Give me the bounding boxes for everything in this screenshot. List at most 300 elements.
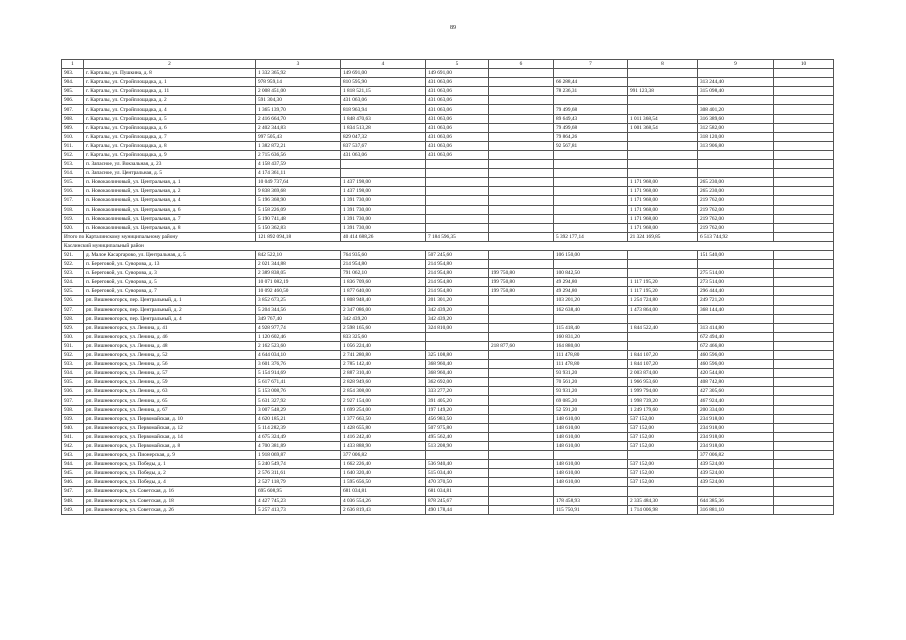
table-cell: 160 831,20 (554, 332, 628, 341)
address-cell: г. Карталы, ул. Стройплощадка, д. 2 (84, 96, 256, 105)
table-cell: 79 499,68 (554, 105, 628, 114)
row-number: 913. (62, 160, 84, 169)
table-cell: 10 049 737,64 (256, 178, 341, 187)
table-cell: 70 561,20 (554, 378, 628, 387)
table-cell (426, 332, 489, 341)
table-cell: 199 750,80 (489, 287, 554, 296)
table-cell: 470 370,50 (426, 478, 489, 487)
table-cell: 431 063,06 (341, 150, 426, 159)
table-row (62, 241, 834, 250)
table-cell: 265 230,00 (698, 187, 774, 196)
table-cell (554, 169, 628, 178)
table-cell: 1 998 739,20 (628, 396, 698, 405)
table-cell (774, 332, 834, 341)
table-cell: 342 439,20 (426, 314, 489, 323)
table-cell (774, 78, 834, 87)
table-cell: 2 741 280,80 (341, 351, 426, 360)
table-cell (698, 260, 774, 269)
table-cell: 5 153 008,76 (256, 387, 341, 396)
table-cell: 810 595,90 (341, 78, 426, 87)
address-cell: рп. Вишневогорск, ул. Первомайская, д. 8 (84, 441, 256, 450)
address-cell: рп. Вишневогорск, ул. Ленина, д. 46 (84, 332, 256, 341)
table-cell: 431 063,06 (426, 78, 489, 87)
table-cell: 5 196 368,90 (256, 196, 341, 205)
table-cell (489, 387, 554, 396)
address-cell: рп. Вишневогорск, ул. Победы, д. 1 (84, 460, 256, 469)
table-cell: 537 152,00 (628, 432, 698, 441)
row-number: 947. (62, 487, 84, 496)
table-cell: 439 524,00 (698, 478, 774, 487)
table-cell: 2 636 819,43 (341, 505, 426, 514)
table-row (62, 214, 834, 223)
table-row (62, 87, 834, 96)
table-cell (489, 232, 554, 241)
table-cell: 764 935,60 (341, 250, 426, 259)
table-cell: 681 034,81 (341, 487, 426, 496)
row-number: 923. (62, 269, 84, 278)
table-cell: 2 598 165,60 (341, 323, 426, 332)
column-header: 7 (554, 60, 628, 69)
row-number: 924. (62, 278, 84, 287)
table-cell (774, 478, 834, 487)
table-cell (554, 223, 628, 232)
table-row (62, 487, 834, 496)
table-cell: 537 152,00 (628, 460, 698, 469)
table-cell (628, 160, 698, 169)
table-cell (628, 260, 698, 269)
table-cell: 21 324 169,85 (628, 232, 698, 241)
table-cell: 1 699 254,00 (341, 405, 426, 414)
table-cell: 100 842,50 (554, 269, 628, 278)
table-cell: 833 325,60 (341, 332, 426, 341)
table-row (62, 278, 834, 287)
table-cell: 460 596,00 (698, 360, 774, 369)
row-number: 916. (62, 187, 84, 196)
table-cell (489, 314, 554, 323)
table-cell: 111 478,80 (554, 360, 628, 369)
table-cell: 5 114 282,39 (256, 423, 341, 432)
row-number: 931. (62, 341, 84, 350)
table-cell: 5 392 177,14 (554, 232, 628, 241)
table-cell (489, 414, 554, 423)
table-cell: 2 389 838,05 (256, 269, 341, 278)
table-row (62, 378, 834, 387)
table-row (62, 187, 834, 196)
table-cell: 148 610,00 (554, 441, 628, 450)
table-cell (628, 332, 698, 341)
table-row (62, 387, 834, 396)
table-cell: 1 056 224,40 (341, 341, 426, 350)
table-cell: 431 063,06 (426, 105, 489, 114)
table-cell (341, 169, 426, 178)
table-row (62, 505, 834, 514)
table-cell: 1 171 968,00 (628, 214, 698, 223)
table-cell: 2 003 874,00 (628, 369, 698, 378)
table-cell (628, 487, 698, 496)
address-cell: рп. Вишневогорск, ул. Первомайская, д. 14 (84, 432, 256, 441)
table-cell: 148 610,00 (554, 414, 628, 423)
table-cell: 431 063,06 (426, 141, 489, 150)
row-number: 905. (62, 87, 84, 96)
table-cell: 1 117 195,20 (628, 278, 698, 287)
table-cell: 2 335 484,30 (628, 496, 698, 505)
table-cell: 507 975,80 (426, 423, 489, 432)
table-cell (698, 96, 774, 105)
table-row (62, 232, 834, 241)
column-header: 8 (628, 60, 698, 69)
table-cell (774, 87, 834, 96)
table-cell: 513 208,90 (426, 441, 489, 450)
table-cell (774, 69, 834, 78)
table-cell: 199 750,80 (489, 269, 554, 278)
table-cell (628, 150, 698, 159)
table-cell: 78 236,31 (554, 87, 628, 96)
table-cell: 1 999 794,00 (628, 387, 698, 396)
table-cell: 5 154 914,69 (256, 369, 341, 378)
table-cell: 460 596,00 (698, 351, 774, 360)
table-cell: 315 098,40 (698, 87, 774, 96)
row-number: 917. (62, 196, 84, 205)
table-cell: 9 838 369,68 (256, 187, 341, 196)
table-cell: 1 249 179,60 (628, 405, 698, 414)
row-number: 939. (62, 414, 84, 423)
table-row (62, 260, 834, 269)
column-header: 1 (62, 60, 84, 69)
table-cell (426, 196, 489, 205)
table-cell: 115 750,91 (554, 505, 628, 514)
table-cell (628, 69, 698, 78)
table-cell (774, 441, 834, 450)
table-cell (774, 141, 834, 150)
table-cell: 537 152,00 (628, 469, 698, 478)
table-cell: 164 880,00 (554, 341, 628, 350)
table-cell (774, 378, 834, 387)
table-cell: 490 178,44 (426, 505, 489, 514)
table-cell: 318 120,00 (698, 132, 774, 141)
table-row (62, 478, 834, 487)
table-row (62, 287, 834, 296)
table-cell (554, 96, 628, 105)
table-cell: 313 244,40 (698, 78, 774, 87)
row-number: 904. (62, 78, 84, 87)
table-cell: 6 513 744,92 (698, 232, 774, 241)
table-cell: 92 567,81 (554, 141, 628, 150)
table-cell: 1 662 226,40 (341, 460, 426, 469)
column-header: 3 (256, 60, 341, 69)
table-cell: 467 924,40 (698, 396, 774, 405)
address-cell: п. Новокаолиновый, ул. Центральная, д. 8 (84, 223, 256, 232)
table-cell: 218 877,60 (489, 341, 554, 350)
table-cell: 1 391 730,00 (341, 205, 426, 214)
address-cell: рп. Вишневогорск, пер. Центральный, д. 4 (84, 314, 256, 323)
table-cell (774, 414, 834, 423)
table-cell: 1 171 968,00 (628, 178, 698, 187)
table-cell (489, 223, 554, 232)
table-cell (489, 105, 554, 114)
address-cell: г. Карталы, ул. Стройплощадка, д. 6 (84, 123, 256, 132)
table-cell (489, 432, 554, 441)
row-number: 918. (62, 205, 84, 214)
table-cell: 1 834 513,28 (341, 123, 426, 132)
table-row (62, 205, 834, 214)
table-cell: 1 011 368,54 (628, 114, 698, 123)
column-header: 5 (426, 60, 489, 69)
table-cell (489, 423, 554, 432)
table-cell: 200 334,00 (698, 405, 774, 414)
table-row (62, 332, 834, 341)
table-cell (628, 341, 698, 350)
address-cell: г. Карталы, ул. Стройплощадка, д. 9 (84, 150, 256, 159)
table-cell: 1 365 139,70 (256, 105, 341, 114)
table-cell (774, 351, 834, 360)
table-cell: 1 437 198,00 (341, 178, 426, 187)
row-number: 927. (62, 305, 84, 314)
table-cell: 1 877 640,00 (341, 287, 426, 296)
table-cell (554, 160, 628, 169)
table-row (62, 250, 834, 259)
table-cell: 2 715 636,56 (256, 150, 341, 159)
table-cell: 391 405,20 (426, 396, 489, 405)
table-cell (489, 114, 554, 123)
table-cell (489, 332, 554, 341)
table-cell (554, 260, 628, 269)
table-cell: 234 918,00 (698, 441, 774, 450)
address-cell: рп. Вишневогорск, ул. Ленина, д. 67 (84, 405, 256, 414)
table-cell (628, 269, 698, 278)
address-cell: п. Запасное, ул. Центральная, д. 5 (84, 169, 256, 178)
table-cell: 2 021 344,88 (256, 260, 341, 269)
row-number: 949. (62, 505, 84, 514)
table-cell: 5 158 226,09 (256, 205, 341, 214)
table-cell: 1 416 242,40 (341, 432, 426, 441)
row-number: 915. (62, 178, 84, 187)
address-cell: рп. Вишневогорск, ул. Советская, д. 16 (84, 487, 256, 496)
table-cell: 5 240 549,74 (256, 460, 341, 469)
row-number: 935. (62, 378, 84, 387)
table-cell: 69 085,20 (554, 396, 628, 405)
table-cell: 214 954,80 (426, 260, 489, 269)
table-cell (489, 296, 554, 305)
table-cell (426, 169, 489, 178)
table-cell: 199 750,80 (489, 278, 554, 287)
row-number: 925. (62, 287, 84, 296)
table-cell: 93 931,20 (554, 369, 628, 378)
row-number: 928. (62, 314, 84, 323)
table-cell: 1 391 730,00 (341, 223, 426, 232)
row-number: 926. (62, 296, 84, 305)
total-label: Итого по Карталинскому муниципальному району (62, 232, 256, 241)
table-cell: 431 063,06 (426, 123, 489, 132)
table-cell: 313 906,80 (698, 141, 774, 150)
table-row (62, 223, 834, 232)
table-cell (698, 69, 774, 78)
address-cell: г. Карталы, ул. Стройплощадка, д. 1 (84, 78, 256, 87)
table-cell: 431 063,06 (426, 96, 489, 105)
table-row (62, 132, 834, 141)
table-cell: 5 631 327,92 (256, 396, 341, 405)
address-cell: д. Малое Касаргарово, ул. Центральная, д. 5 (84, 250, 256, 259)
address-cell: п. Новокаолиновый, ул. Центральная, д. 2 (84, 187, 256, 196)
table-cell (489, 478, 554, 487)
table-cell (698, 314, 774, 323)
table-cell (489, 69, 554, 78)
row-number: 948. (62, 496, 84, 505)
table-cell: 214 954,80 (426, 269, 489, 278)
row-number: 907. (62, 105, 84, 114)
table-cell: 829 047,32 (341, 132, 426, 141)
table-cell: 93 931,20 (554, 387, 628, 396)
row-number: 944. (62, 460, 84, 469)
table-row (62, 405, 834, 414)
table-cell (489, 214, 554, 223)
table-cell: 79 864,26 (554, 132, 628, 141)
table-row (62, 160, 834, 169)
table-cell: 214 954,80 (426, 287, 489, 296)
address-cell: рп. Вишневогорск, ул. Пионерская, д. 9 (84, 451, 256, 460)
table-cell (489, 451, 554, 460)
table-cell: 1 117 195,20 (628, 287, 698, 296)
table-row (62, 314, 834, 323)
table-cell: 111 478,80 (554, 351, 628, 360)
table-cell: 997 505,43 (256, 132, 341, 141)
table-cell (489, 360, 554, 369)
table-cell: 837 537,67 (341, 141, 426, 150)
table-cell: 66 288,44 (554, 78, 628, 87)
table-cell: 431 063,06 (426, 132, 489, 141)
table-cell (698, 169, 774, 178)
table-cell: 1 391 730,00 (341, 214, 426, 223)
table-cell: 265 230,00 (698, 178, 774, 187)
column-header: 2 (84, 60, 256, 69)
table-cell: 275 514,00 (698, 269, 774, 278)
table-row (62, 105, 834, 114)
table-cell (489, 305, 554, 314)
address-cell: г. Карталы, ул. Пушкина, д. 8 (84, 69, 256, 78)
table-cell: 333 277,20 (426, 387, 489, 396)
address-cell: рп. Вишневогорск, ул. Советская, д. 26 (84, 505, 256, 514)
table-cell: 1 848 470,63 (341, 114, 426, 123)
row-number: 942. (62, 441, 84, 450)
table-row (62, 123, 834, 132)
table-cell (774, 314, 834, 323)
row-number: 908. (62, 114, 84, 123)
table-cell: 377 006,82 (341, 451, 426, 460)
table-cell (489, 141, 554, 150)
table-cell (341, 160, 426, 169)
table-cell (489, 160, 554, 169)
table-cell: 1 473 864,00 (628, 305, 698, 314)
table-cell (774, 205, 834, 214)
table-cell (774, 196, 834, 205)
table-cell (774, 487, 834, 496)
table-cell (698, 160, 774, 169)
table-row (62, 196, 834, 205)
address-cell: рп. Вишневогорск, ул. Ленина, д. 65 (84, 396, 256, 405)
table-cell: 1 332 365,92 (256, 69, 341, 78)
table-cell (628, 250, 698, 259)
row-number: 937. (62, 396, 84, 405)
address-cell: рп. Вишневогорск, ул. Советская, д. 18 (84, 496, 256, 505)
table-cell (774, 323, 834, 332)
table-cell: 5 190 741,48 (256, 214, 341, 223)
table-cell: 842 522,10 (256, 250, 341, 259)
table-cell (426, 205, 489, 214)
table-cell: 1 391 730,00 (341, 196, 426, 205)
table-cell: 362 692,00 (426, 378, 489, 387)
page-number: 89 (450, 25, 456, 31)
table-cell (628, 132, 698, 141)
table-cell: 537 152,00 (628, 441, 698, 450)
table-cell (774, 387, 834, 396)
table-cell (489, 78, 554, 87)
table-cell (489, 187, 554, 196)
table-cell: 219 762,00 (698, 205, 774, 214)
table-cell (774, 250, 834, 259)
address-cell: г. Карталы, ул. Стройплощадка, д. 5 (84, 114, 256, 123)
address-cell: рп. Вишневогорск, ул. Ленина, д. 63 (84, 387, 256, 396)
address-cell: рп. Вишневогорск, ул. Ленина, д. 48 (84, 341, 256, 350)
table-cell (774, 505, 834, 514)
row-number: 914. (62, 169, 84, 178)
table-cell (774, 496, 834, 505)
table-cell: 214 954,80 (341, 260, 426, 269)
table-cell: 4 675 324,49 (256, 432, 341, 441)
table-cell: 342 439,20 (426, 305, 489, 314)
table-cell (774, 105, 834, 114)
table-cell (774, 451, 834, 460)
table-cell: 3 007 548,29 (256, 405, 341, 414)
table-row (62, 323, 834, 332)
table-cell (698, 487, 774, 496)
table-cell: 515 034,40 (426, 469, 489, 478)
table-cell (628, 105, 698, 114)
table-cell: 4 174 361,11 (256, 169, 341, 178)
table-cell: 1 595 656,50 (341, 478, 426, 487)
table-cell: 2 927 154,00 (341, 396, 426, 405)
table-cell (628, 78, 698, 87)
address-cell: рп. Вишневогорск, ул. Ленина, д. 57 (84, 369, 256, 378)
table-cell (698, 150, 774, 159)
table-cell (774, 341, 834, 350)
address-cell: п. Береговой, ул. Суворова, д. 7 (84, 287, 256, 296)
table-cell: 178 458,93 (554, 496, 628, 505)
table-cell: 507 245,60 (426, 250, 489, 259)
table-cell (774, 305, 834, 314)
table-cell (774, 405, 834, 414)
row-number: 940. (62, 423, 84, 432)
table-cell: 4 700 381,89 (256, 441, 341, 450)
table-cell (628, 169, 698, 178)
column-header: 10 (774, 60, 834, 69)
table-cell (554, 214, 628, 223)
table-cell: 201 301,20 (426, 296, 489, 305)
table-cell: 681 034,81 (426, 487, 489, 496)
data-table (61, 59, 834, 515)
table-cell (489, 378, 554, 387)
table-cell: 1 120 602,46 (256, 332, 341, 341)
table-cell: 234 918,00 (698, 432, 774, 441)
table-row (62, 141, 834, 150)
table-row (62, 360, 834, 369)
table-cell: 162 638,40 (554, 305, 628, 314)
table-cell: 1 171 968,00 (628, 205, 698, 214)
table-cell: 1 254 724,80 (628, 296, 698, 305)
table-cell (489, 87, 554, 96)
table-cell: 5 617 671,41 (256, 378, 341, 387)
table-cell (774, 223, 834, 232)
table-cell: 52 591,20 (554, 405, 628, 414)
table-cell: 4 158 437,59 (256, 160, 341, 169)
